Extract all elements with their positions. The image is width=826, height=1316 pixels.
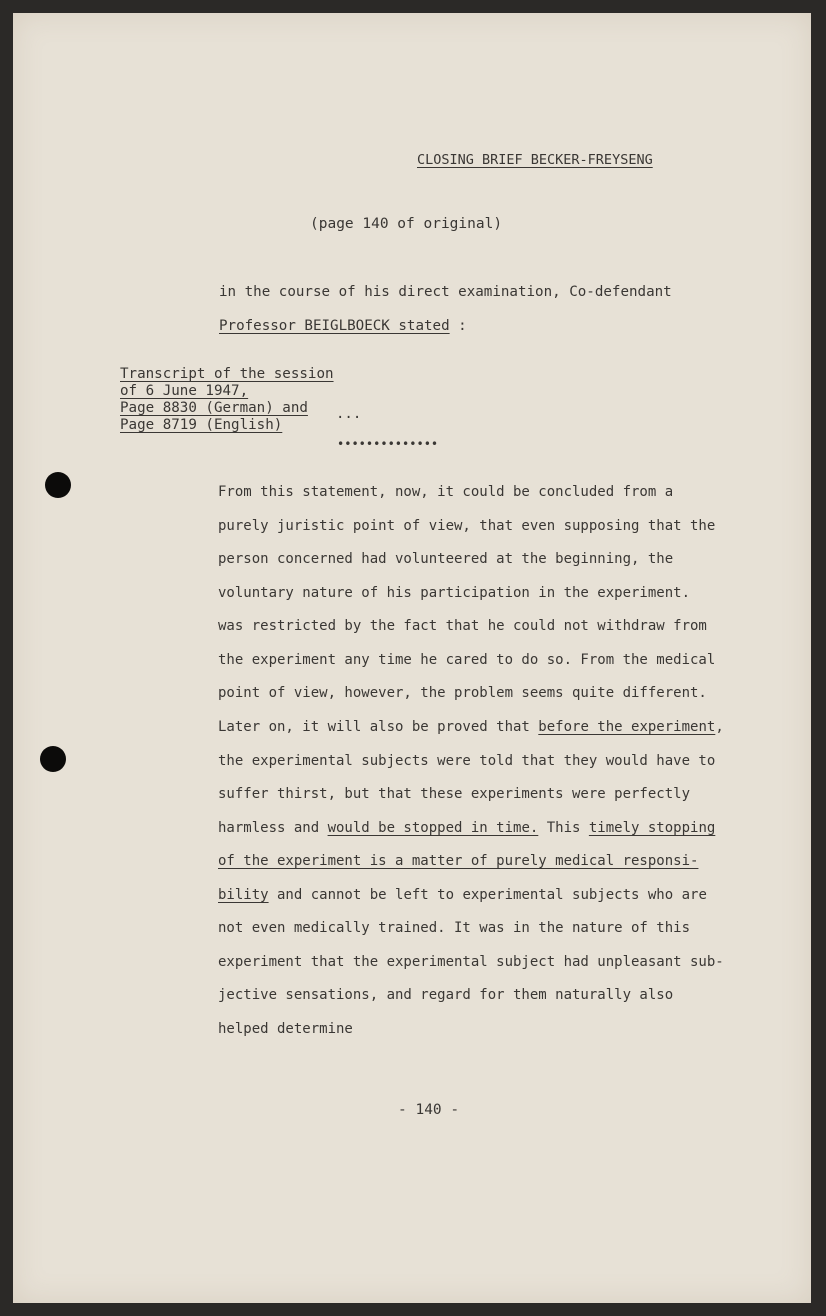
emphasis-stopped-in-time: would be stopped in time. — [327, 820, 539, 836]
transcript-line: Page 8830 (German) and — [120, 400, 308, 416]
defendant-name: Professor BEIGLBOECK stated — [219, 318, 450, 334]
emphasis-before-experiment: before the experiment — [538, 719, 716, 735]
ellipsis: ... — [336, 406, 362, 422]
body-line: the experiment any time he cared to do so. From the medical — [218, 652, 716, 668]
transcript-line: Page 8719 (English) — [120, 417, 283, 433]
body-line: From this statement, now, it could be concluded from a — [218, 484, 674, 500]
transcript-line: Transcript of the session — [120, 366, 334, 382]
document-page — [13, 13, 811, 1303]
emphasis-timely-stopping: timely stopping — [588, 820, 716, 836]
body-fragment: and cannot be left to experimental subjects who are — [268, 887, 707, 903]
body-line — [218, 887, 707, 904]
body-line — [218, 820, 715, 837]
body-line: purely juristic point of view, that even supposing that the — [218, 518, 716, 534]
body-line: person concerned had volunteered at the beginning, the — [218, 551, 674, 567]
body-line-emphasis: of the experiment is a matter of purely medical responsi- — [218, 853, 699, 869]
section-separator: •••••••••••••• — [337, 437, 439, 451]
body-line: jective sensations, and regard for them naturally also — [218, 987, 674, 1003]
body-line: not even medically trained. It was in the nature of this — [218, 920, 691, 936]
body-line — [218, 719, 724, 736]
emphasis-bility: bility — [218, 887, 269, 903]
body-fragment: Later on, it will also be proved that — [218, 719, 539, 735]
transcript-line: of 6 June 1947, — [120, 383, 249, 399]
body-line: suffer thirst, but that these experiments were perfectly — [218, 786, 691, 802]
body-fragment: , — [715, 719, 724, 735]
document-title: CLOSING BRIEF BECKER-FREYSENG — [417, 152, 653, 168]
intro-line-2 — [219, 318, 467, 335]
body-line: the experimental subjects were told that they would have to — [218, 753, 716, 769]
body-fragment: This — [538, 820, 589, 836]
body-line: experiment that the experimental subject had unpleasant sub- — [218, 954, 724, 970]
body-line: helped determine — [218, 1021, 353, 1037]
intro-line-1: in the course of his direct examination, Co-defendant — [219, 284, 672, 300]
page-number: - 140 - — [398, 1102, 460, 1118]
body-line: was restricted by the fact that he could not withdraw from — [218, 618, 707, 634]
punch-hole-top — [45, 472, 71, 498]
body-fragment: harmless and — [218, 820, 328, 836]
page-reference: (page 140 of original) — [310, 216, 503, 232]
intro-colon: : — [449, 318, 467, 334]
punch-hole-bottom — [40, 746, 66, 772]
body-line: voluntary nature of his participation in the experiment. — [218, 585, 691, 601]
body-line: point of view, however, the problem seems quite different. — [218, 685, 707, 701]
